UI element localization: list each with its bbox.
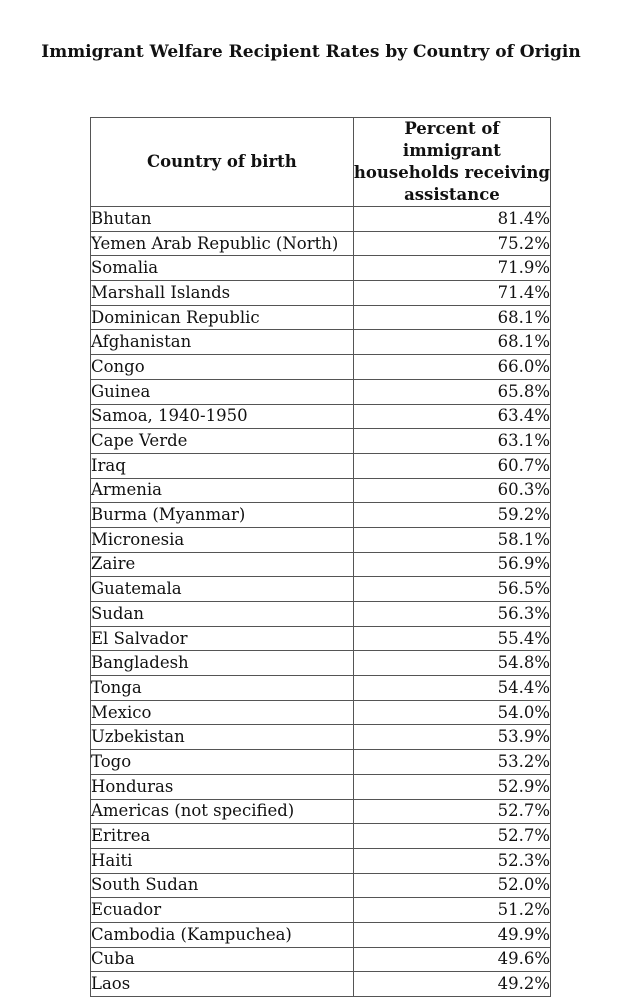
table-row [91, 700, 551, 725]
table-row [91, 305, 551, 330]
table-row [91, 281, 551, 306]
percent-cell: 54.4% [353, 676, 550, 701]
table-row [91, 848, 551, 873]
table-row [91, 577, 551, 602]
country-cell: Dominican Republic [91, 305, 354, 330]
country-cell: El Salvador [91, 626, 354, 651]
country-cell: Haiti [91, 848, 354, 873]
percent-cell: 63.4% [353, 404, 550, 429]
country-cell: Yemen Arab Republic (North) [91, 231, 354, 256]
country-cell: Somalia [91, 256, 354, 281]
percent-cell: 75.2% [353, 231, 550, 256]
country-cell: Guinea [91, 379, 354, 404]
country-cell: Congo [91, 355, 354, 380]
percent-cell: 49.2% [353, 972, 550, 997]
percent-cell: 56.3% [353, 602, 550, 627]
country-cell: Cambodia (Kampuchea) [91, 922, 354, 947]
table-row [91, 873, 551, 898]
table-body [91, 207, 551, 997]
country-cell: Tonga [91, 676, 354, 701]
percent-cell: 52.0% [353, 873, 550, 898]
table-row [91, 404, 551, 429]
percent-cell: 60.7% [353, 453, 550, 478]
table-row [91, 651, 551, 676]
table-row [91, 453, 551, 478]
country-cell: Cuba [91, 947, 354, 972]
table-row [91, 750, 551, 775]
percent-cell: 52.7% [353, 799, 550, 824]
country-cell: Guatemala [91, 577, 354, 602]
table-row [91, 725, 551, 750]
table-row [91, 355, 551, 380]
table-row [91, 256, 551, 281]
table-header-row [91, 118, 551, 207]
table-row [91, 676, 551, 701]
table-row [91, 626, 551, 651]
percent-cell: 68.1% [353, 305, 550, 330]
table-row [91, 552, 551, 577]
table-row [91, 527, 551, 552]
percent-cell: 58.1% [353, 527, 550, 552]
table-row [91, 824, 551, 849]
percent-cell: 49.9% [353, 922, 550, 947]
table-row [91, 799, 551, 824]
table-row [91, 503, 551, 528]
country-cell: Burma (Myanmar) [91, 503, 354, 528]
percent-cell: 66.0% [353, 355, 550, 380]
country-cell: South Sudan [91, 873, 354, 898]
country-cell: Iraq [91, 453, 354, 478]
table-row [91, 330, 551, 355]
table-row [91, 478, 551, 503]
country-cell: Cape Verde [91, 429, 354, 454]
percent-cell: 52.9% [353, 774, 550, 799]
table-row [91, 972, 551, 997]
percent-cell: 81.4% [353, 207, 550, 232]
column-header-country: Country of birth [91, 118, 354, 207]
country-cell: Samoa, 1940-1950 [91, 404, 354, 429]
country-cell: Togo [91, 750, 354, 775]
table-row [91, 947, 551, 972]
country-cell: Zaire [91, 552, 354, 577]
percent-cell: 56.5% [353, 577, 550, 602]
percent-cell: 71.9% [353, 256, 550, 281]
table-row [91, 379, 551, 404]
table-row [91, 774, 551, 799]
country-cell: Uzbekistan [91, 725, 354, 750]
percent-cell: 68.1% [353, 330, 550, 355]
percent-cell: 55.4% [353, 626, 550, 651]
country-cell: Eritrea [91, 824, 354, 849]
country-cell: Bhutan [91, 207, 354, 232]
table-row [91, 207, 551, 232]
percent-cell: 56.9% [353, 552, 550, 577]
country-cell: Sudan [91, 602, 354, 627]
percent-cell: 65.8% [353, 379, 550, 404]
country-cell: Ecuador [91, 898, 354, 923]
table-row [91, 922, 551, 947]
welfare-rates-table [90, 117, 551, 997]
country-cell: Mexico [91, 700, 354, 725]
table-row [91, 429, 551, 454]
country-cell: Micronesia [91, 527, 354, 552]
percent-cell: 59.2% [353, 503, 550, 528]
country-cell: Bangladesh [91, 651, 354, 676]
percent-cell: 53.9% [353, 725, 550, 750]
percent-cell: 51.2% [353, 898, 550, 923]
country-cell: Laos [91, 972, 354, 997]
percent-cell: 52.7% [353, 824, 550, 849]
country-cell: Honduras [91, 774, 354, 799]
table-row [91, 602, 551, 627]
table-row [91, 898, 551, 923]
percent-cell: 54.8% [353, 651, 550, 676]
page-title: Immigrant Welfare Recipient Rates by Country of Origin [41, 42, 581, 62]
percent-cell: 71.4% [353, 281, 550, 306]
percent-cell: 60.3% [353, 478, 550, 503]
percent-cell: 63.1% [353, 429, 550, 454]
percent-cell: 52.3% [353, 848, 550, 873]
column-header-percent: Percent of immigrant households receiving assistance [353, 118, 550, 207]
percent-cell: 49.6% [353, 947, 550, 972]
table-row [91, 231, 551, 256]
country-cell: Afghanistan [91, 330, 354, 355]
country-cell: Marshall Islands [91, 281, 354, 306]
country-cell: Americas (not specified) [91, 799, 354, 824]
percent-cell: 53.2% [353, 750, 550, 775]
percent-cell: 54.0% [353, 700, 550, 725]
country-cell: Armenia [91, 478, 354, 503]
